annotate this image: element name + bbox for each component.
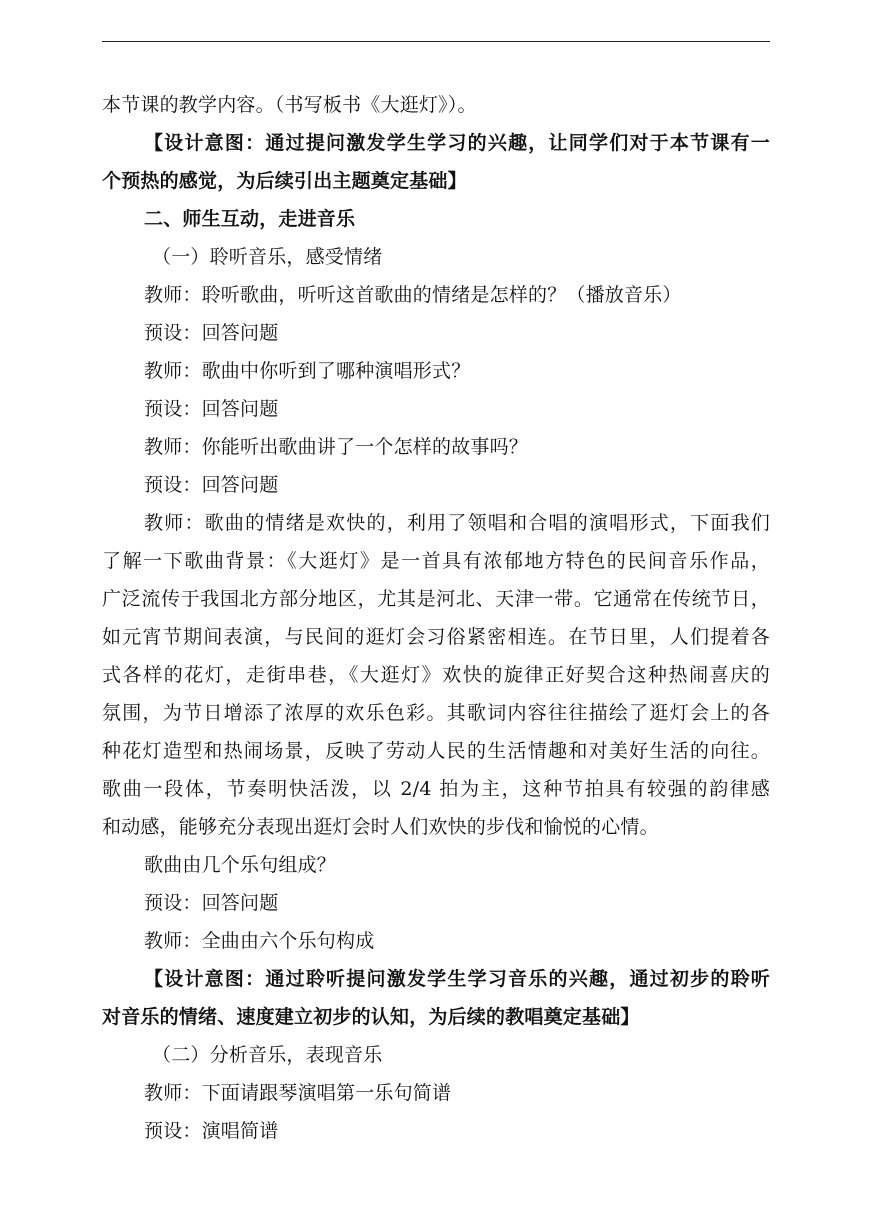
paragraph-line: 教师：歌曲中你听到了哪种演唱形式？ bbox=[144, 360, 471, 382]
paragraph-line: 教师：全曲由六个乐句构成 bbox=[144, 930, 375, 952]
paragraph-line: 种花灯造型和热闹场景，反映了劳动人民的生活情趣和对美好生活的向往。 bbox=[102, 740, 770, 762]
paragraph-line: 广泛流传于我国北方部分地区，尤其是河北、天津一带。它通常在传统节日， bbox=[102, 588, 770, 610]
paragraph-line: 和动感，能够充分表现出逛灯会时人们欢快的步伐和愉悦的心情。 bbox=[102, 816, 659, 838]
paragraph-line: 式各样的花灯，走街串巷，《大逛灯》欢快的旋律正好契合这种热闹喜庆的 bbox=[102, 664, 770, 686]
paragraph-line: 本节课的教学内容。（书写板书《大逛灯》）。 bbox=[102, 94, 477, 116]
paragraph-line: 氛围，为节日增添了浓厚的欢乐色彩。其歌词内容往往描绘了逛灯会上的各 bbox=[102, 702, 770, 724]
paragraph-line: 预设：回答问题 bbox=[144, 322, 279, 344]
paragraph-line: 歌曲由几个乐句组成？ bbox=[144, 854, 337, 876]
paragraph-line: 教师：你能听出歌曲讲了一个怎样的故事吗？ bbox=[144, 436, 529, 458]
header-rule bbox=[102, 41, 770, 42]
paragraph-line: 了解一下歌曲背景：《大逛灯》是一首具有浓郁地方特色的民间音乐作品， bbox=[102, 550, 770, 572]
subsection-heading: （二）分析音乐，表现音乐 bbox=[152, 1044, 383, 1066]
design-intent-line: 【设计意图：通过提问激发学生学习的兴趣，让同学们对于本节课有一 bbox=[144, 132, 770, 154]
paragraph-line: 教师：聆听歌曲，听听这首歌曲的情绪是怎样的？（播放音乐） bbox=[144, 284, 682, 306]
design-intent-line: 个预热的感觉，为后续引出主题奠定基础】 bbox=[102, 170, 467, 192]
document-body bbox=[102, 86, 770, 1150]
section-heading: 二、师生互动，走进音乐 bbox=[144, 208, 356, 230]
paragraph-line: 预设：回答问题 bbox=[144, 398, 279, 420]
paragraph-line: 预设：演唱简谱 bbox=[144, 1120, 279, 1142]
paragraph-line: 预设：回答问题 bbox=[144, 892, 279, 914]
paragraph-line: 教师：下面请跟琴演唱第一乐句简谱 bbox=[144, 1082, 452, 1104]
paragraph-line: 教师：歌曲的情绪是欢快的，利用了领唱和合唱的演唱形式，下面我们 bbox=[144, 512, 770, 534]
design-intent-line: 【设计意图：通过聆听提问激发学生学习音乐的兴趣，通过初步的聆听 bbox=[144, 968, 770, 990]
paragraph-line: 歌曲一段体，节奏明快活泼，以 2/4 拍为主，这种节拍具有较强的韵律感 bbox=[102, 778, 770, 800]
paragraph-line: 如元宵节期间表演，与民间的逛灯会习俗紧密相连。在节日里，人们提着各 bbox=[102, 626, 770, 648]
paragraph-line: 预设：回答问题 bbox=[144, 474, 279, 496]
subsection-heading: （一）聆听音乐，感受情绪 bbox=[152, 246, 383, 268]
design-intent-line: 对音乐的情绪、速度建立初步的认知，为后续的教唱奠定基础】 bbox=[102, 1006, 640, 1028]
